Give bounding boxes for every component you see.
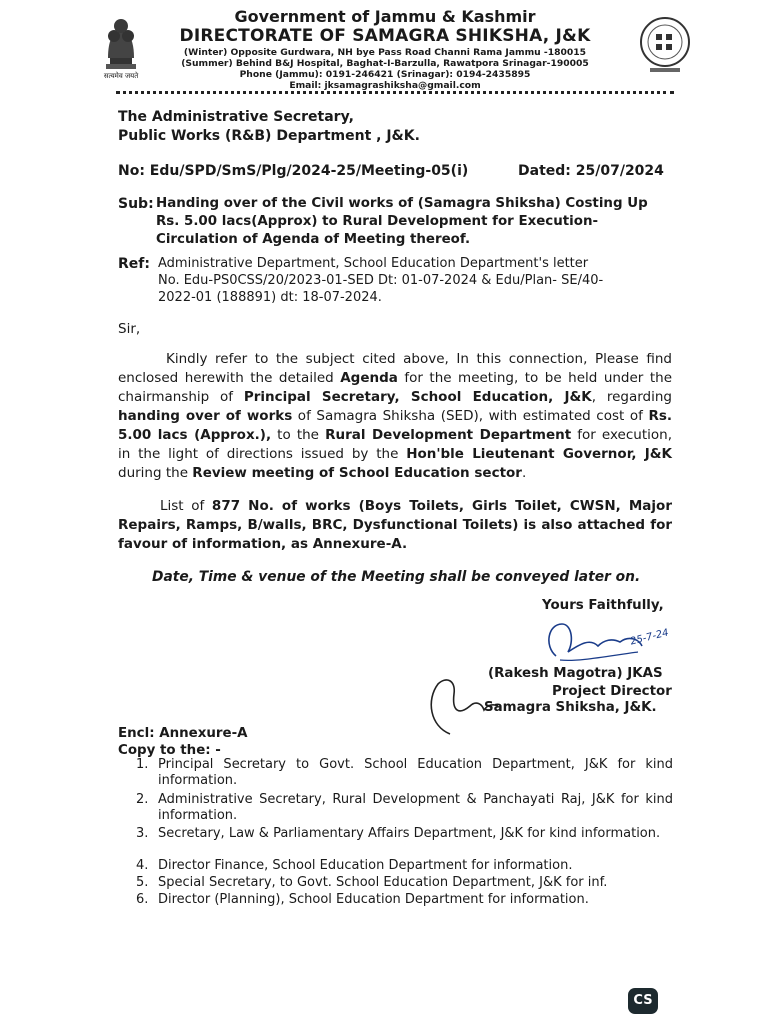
government-title: Government of Jammu & Kashmir	[234, 7, 536, 26]
subject-line-2: Rs. 5.00 lacs(Approx) to Rural Development for Execution-	[156, 214, 599, 229]
ref-line-3: 2022-01 (188891) dt: 18-07-2024.	[158, 290, 382, 305]
header-divider	[116, 91, 674, 94]
p1-text-3: , regarding	[591, 389, 672, 405]
emblem-caption: सत्यमेव जयते	[103, 72, 139, 80]
directorate-title: DIRECTORATE OF SAMAGRA SHIKSHA, J&K	[179, 26, 591, 46]
phone-line: Phone (Jammu): 0191-246421 (Srinagar): 0194-2435895	[239, 69, 531, 80]
p1-text-5: to the	[271, 427, 326, 443]
enclosure: Encl: Annexure-A	[118, 726, 248, 741]
p2-bold-works: 877 No. of works (Boys Toilets, Girls Toilet, CWSN, Major Repairs, Ramps, B/walls, BRC, Dysfunctional Toilets) is also attached for favour of information, as Annexure-A.	[118, 498, 672, 552]
yours-faithfully: Yours Faithfully,	[542, 598, 664, 613]
ref-label: Ref:	[118, 256, 150, 272]
p1-text-6: for execution, in the light of directions issued by the	[118, 427, 672, 462]
salutation: Sir,	[118, 321, 141, 337]
state-emblem-icon	[96, 14, 146, 86]
p1-text-7: during the	[118, 465, 193, 481]
letter-number: No: Edu/SPD/SmS/Plg/2024-25/Meeting-05(i)	[118, 163, 469, 179]
addressee-line-2: Public Works (R&B) Department , J&K.	[118, 128, 420, 144]
signatory-org: Samagra Shiksha, J&K.	[484, 700, 657, 715]
address-winter: (Winter) Opposite Gurdwara, NH bye Pass Road Channi Rama Jammu -180015	[183, 47, 587, 58]
p1-bold-lg: Hon'ble Lieutenant Governor, J&K	[406, 446, 672, 462]
signatory-title: Project Director	[552, 684, 672, 699]
p1-bold-cost: Rs. 5.00 lacs (Approx.),	[118, 408, 672, 443]
p1-bold-review: Review meeting of School Education sector	[192, 465, 522, 481]
p1-text-2: for the meeting, to be held under the chairmanship of	[118, 370, 673, 405]
ref-line-2: No. Edu-PS0CSS/20/2023-01-SED Dt: 01-07-2024 & Edu/Plan- SE/40-	[158, 273, 604, 288]
samagra-shiksha-seal-icon	[636, 14, 694, 76]
subject-line-1: Handing over of the Civil works of (Samagra Shiksha) Costing Up	[156, 196, 648, 211]
body-paragraph-1	[118, 350, 672, 483]
signatory-name: (Rakesh Magotra) JKAS	[488, 666, 663, 681]
letter-date: Dated: 25/07/2024	[518, 163, 664, 179]
p1-bold-handing: handing over of works	[118, 408, 293, 424]
subject-line-3: Circulation of Agenda of Meeting thereof.	[156, 232, 471, 247]
p2-text-1: List of	[160, 498, 212, 514]
copy-to-label: Copy to the: -	[118, 743, 221, 758]
ref-line-1: Administrative Department, School Education Department's letter	[158, 256, 589, 271]
email-line: Email: jksamagrashiksha@gmail.com	[289, 80, 481, 91]
p1-bold-chair: Principal Secretary, School Education, J&K	[243, 389, 592, 405]
p1-bold-agenda: Agenda	[340, 370, 398, 386]
address-summer: (Summer) Behind B&J Hospital, Baghat-I-Barzulla, Rawatpora Srinagar-190005	[181, 58, 589, 69]
p1-text-8: .	[521, 465, 527, 481]
p1-bold-rural: Rural Development Department	[325, 427, 572, 443]
body-paragraph-2	[118, 497, 672, 554]
camscanner-badge: CS	[628, 988, 658, 1014]
addressee-line-1: The Administrative Secretary,	[118, 109, 354, 125]
subject-label: Sub:	[118, 196, 154, 212]
p1-text-1: Kindly refer to the subject cited above, In this connection, Please find enclosed herewith the detailed	[118, 351, 672, 386]
p1-text-4: of Samagra Shiksha (SED), with estimated cost of	[292, 408, 649, 424]
meeting-notice: Date, Time & venue of the Meeting shall be conveyed later on.	[152, 569, 641, 585]
signature-date: 25-7-24	[629, 627, 670, 648]
